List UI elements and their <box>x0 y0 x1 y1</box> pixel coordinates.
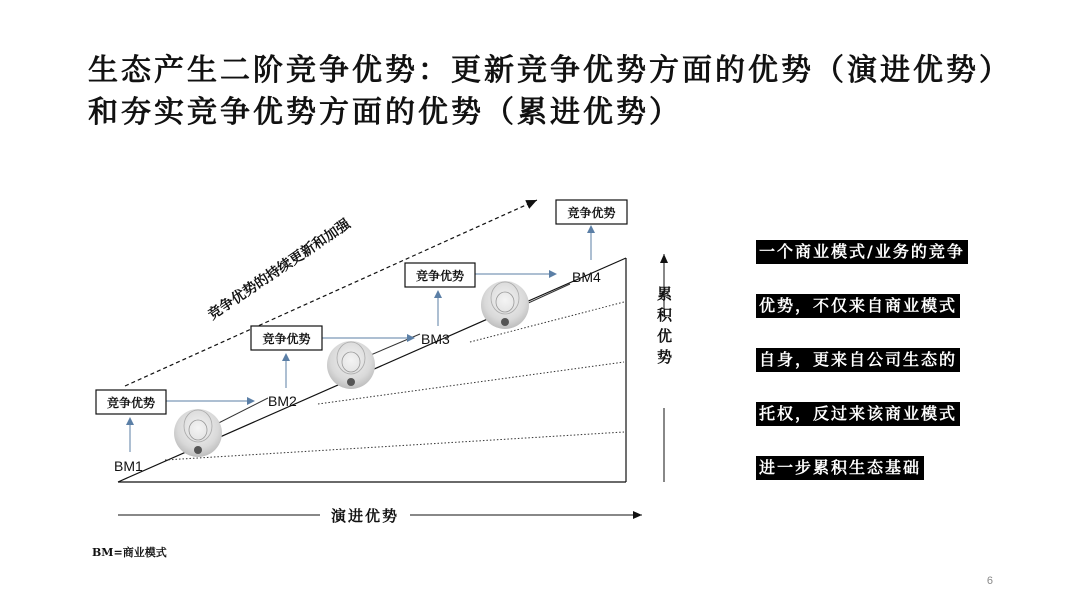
bm-label: BM1 <box>114 458 143 474</box>
side-text-line: 进一步累积生态基础 <box>756 456 924 480</box>
advantage-box <box>96 390 166 414</box>
side-text-line: 自身，更来自公司生态的 <box>756 348 960 372</box>
diagonal-label: 竞争优势的持续更新和加强 <box>205 216 354 324</box>
dotted-level-1 <box>165 432 624 460</box>
svg-text:竞争优势: 竞争优势 <box>106 396 156 410</box>
side-text-panel <box>756 240 996 510</box>
footnote: BM=商业模式 <box>92 546 167 559</box>
advantage-box <box>405 263 475 287</box>
y-axis-label: 累积优势 <box>655 286 673 370</box>
x-axis-label: 演进优势 <box>330 507 400 525</box>
side-text-line: 优势，不仅来自商业模式 <box>756 294 960 318</box>
bm-label: BM2 <box>268 393 297 409</box>
bm-label: BM4 <box>572 269 601 285</box>
svg-text:竞争优势: 竞争优势 <box>262 332 311 346</box>
slide-title: 生态产生二阶竞争优势：更新竞争优势方面的优势（演进优势）和夯实竞争优势方面的优势（累进优势） <box>88 53 997 130</box>
page-number: 6 <box>986 575 993 587</box>
side-text-line: 托权，反过来该商业模式 <box>756 402 960 426</box>
advantage-box <box>251 326 322 350</box>
svg-text:竞争优势: 竞争优势 <box>567 206 616 220</box>
svg-text:竞争优势: 竞争优势 <box>415 269 465 283</box>
advantage-box <box>556 200 627 224</box>
bm-label: BM3 <box>421 331 450 347</box>
ecosystem-icon <box>327 341 375 389</box>
side-text-line: 一个商业模式/业务的竞争 <box>756 240 968 264</box>
ecosystem-icon <box>481 281 529 329</box>
ecosystem-icon <box>174 409 222 457</box>
